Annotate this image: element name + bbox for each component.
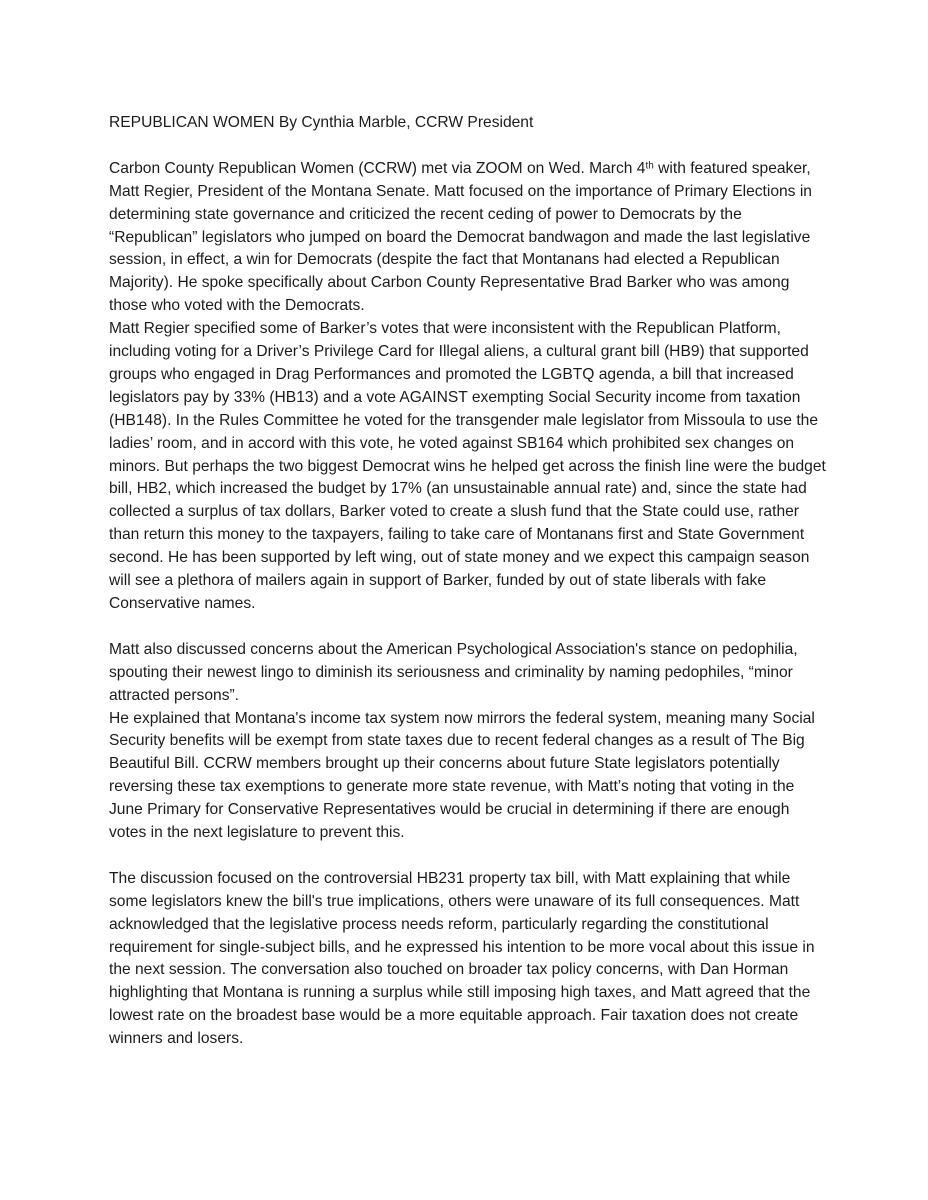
paragraph-meeting-intro-start: Carbon County Republican Women (CCRW) met via ZOOM on Wed. March 4: [109, 159, 646, 177]
paragraph-income-tax: He explained that Montana's income tax system now mirrors the federal system, meaning many Social Security benefits will be exempt from state taxes due to recent federal changes as a result of The Big Beautiful Bill. CCRW members brought up their concerns about future State legislators potentially reversing these tax exemptions to generate more state revenue, with Matt’s noting that voting in the June Primary for Conservative Representatives would be crucial in determining if there are enough votes in the next legislature to prevent this.: [109, 709, 815, 842]
paragraph-meeting-intro-rest: with featured speaker, Matt Regier, President of the Montana Senate. Matt focused on the importance of Primary Elections in determining state governance and criticized the recent ceding of power to Democrats by the “Republican” legislators who jumped on board the Democrat bandwagon and made the last legislative session, in effect, a win for Democrats (despite the fact that Montanans had elected a Republican Majority). He spoke specifically about Carbon County Representative Brad Barker who was among those who voted with the Democrats.: [109, 159, 812, 315]
paragraph-apa-concerns: Matt also discussed concerns about the American Psychological Association's stance on pedophilia, spouting their newest lingo to diminish its seriousness and criminality by naming pedophiles, “minor attracted persons”.: [109, 640, 798, 704]
paragraph-property-tax: The discussion focused on the controversial HB231 property tax bill, with Matt explaining that while some legislators knew the bill's true implications, others were unaware of its full consequences. Matt acknowledged that the legislative process needs reform, particularly regarding the constitutional requirement for single-subject bills, and he expressed his intention to be more vocal about this issue in the next session. The conversation also touched on broader tax policy concerns, with Dan Horman highlighting that Montana is running a surplus while still imposing high taxes, and Matt agreed that the lowest rate on the broadest base would be a more equitable approach. Fair taxation does not create winners and losers.: [109, 869, 815, 1048]
paragraph-barker-votes: Matt Regier specified some of Barker’s votes that were inconsistent with the Republican Platform, including voting for a Driver’s Privilege Card for Illegal aliens, a cultural grant bill (HB9) that supported groups who engaged in Drag Performances and promoted the LGBTQ agenda, a bill that increased legislators pay by 33% (HB13) and a vote AGAINST exempting Social Security income from taxation (HB148). In the Rules Committee he voted for the transgender male legislator from Missoula to use the ladies’ room, and in accord with this vote, he voted against SB164 which prohibited sex changes on minors. But perhaps the two biggest Democrat wins he helped get across the finish line were the budget bill, HB2, which increased the budget by 17% (an unsustainable annual rate) and, since the state had collected a surplus of tax dollars, Barker voted to create a slush fund that the State could use, rather than return this money to the taxpayers, failing to take care of Montanans first and State Government second. He has been supported by left wing, out of state money and we expect this campaign season will see a plethora of mailers again in support of Barker, funded by out of state liberals with fake Conservative names.: [109, 320, 826, 613]
document-title: REPUBLICAN WOMEN By Cynthia Marble, CCRW President: [109, 114, 534, 131]
paragraph-meeting-intro: [109, 158, 829, 318]
date-ordinal-suffix: th: [645, 160, 654, 172]
document-body: [109, 112, 829, 1051]
